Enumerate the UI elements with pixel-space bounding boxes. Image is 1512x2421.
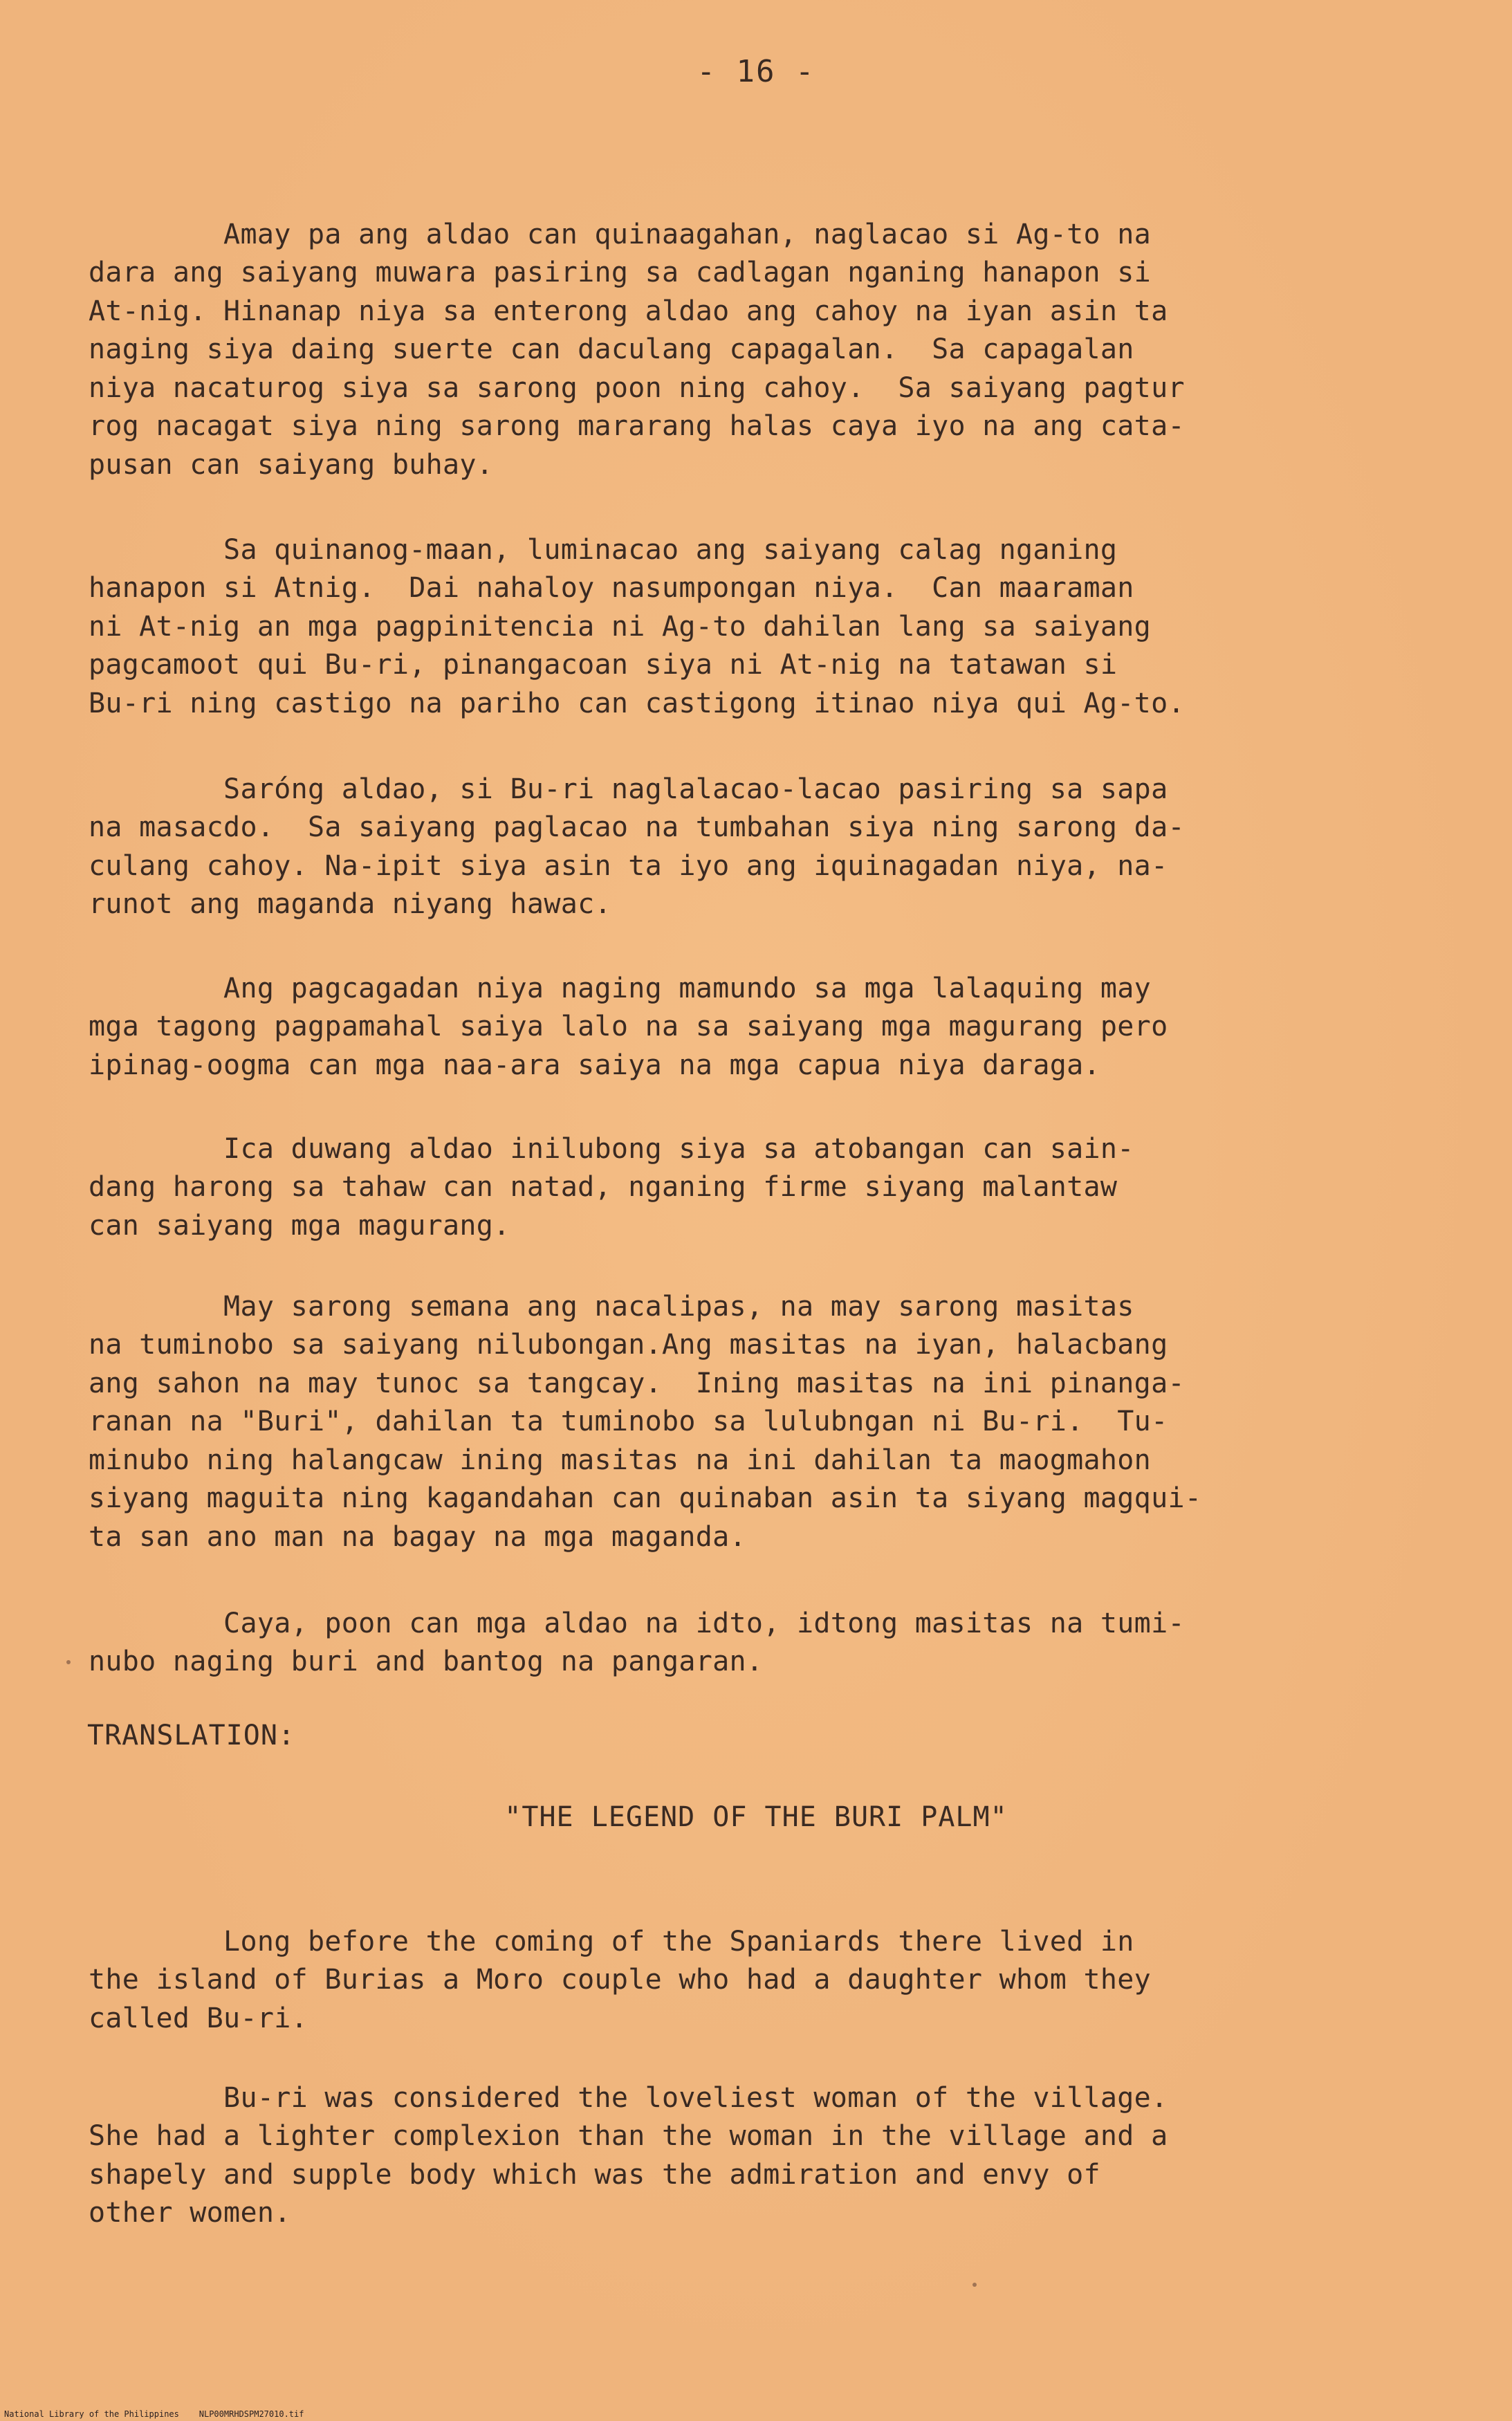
line: rog nacagat siya ning sarong mararang halas caya iyo na ang cata- (89, 410, 1185, 442)
translation-title: "THE LEGEND OF THE BURI PALM" (504, 1801, 1008, 1833)
line: Ang pagcagadan niya naging mamundo sa mga lalaquing may (89, 972, 1152, 1004)
translation-paragraph-2 (89, 2041, 1423, 2233)
line: Bu-ri was considered the loveliest woman of the village. (89, 2081, 1168, 2114)
line: nubo naging buri and bantog na pangaran. (89, 1646, 764, 1677)
paragraph-5 (89, 1092, 1423, 1245)
line: Ica duwang aldao inilubong siya sa atobangan can sain- (89, 1132, 1134, 1165)
line: mga tagong pagpamahal saiya lalo na sa saiyang mga magurang pero (89, 1011, 1168, 1042)
line: called Bu-ri. (89, 2002, 308, 2034)
ink-speck (972, 2283, 977, 2287)
line: She had a lighter complexion than the woman in the village and a (89, 2120, 1168, 2152)
line: Long before the coming of the Spaniards there lived in (89, 1925, 1134, 1958)
archive-footer: National Library of the Philippines NLP00MRHDSPM27010.tif (4, 2409, 304, 2419)
line: ta san ano man na bagay na mga maganda. (89, 1520, 746, 1553)
line: can saiyang mga magurang. (89, 1209, 510, 1242)
line: other women. (89, 2197, 291, 2229)
ink-speck (66, 1660, 71, 1664)
paragraph-2 (89, 493, 1423, 723)
line: ang sahon na may tunoc sa tangcay. Ining masitas na ini pinanga- (89, 1367, 1185, 1399)
line: ranan na "Buri", dahilan ta tuminobo sa lulubngan ni Bu-ri. Tu- (89, 1406, 1168, 1437)
line: ipinag-oogma can mga naa-ara saiya na mga capua niya daraga. (89, 1049, 1100, 1081)
line: runot ang maganda niyang hawac. (89, 888, 611, 920)
line: na masacdo. Sa saiyang paglacao na tumbahan siya ning sarong da- (89, 811, 1185, 843)
line: Caya, poon can mga aldao na idto, idtong masitas na tumi- (89, 1607, 1185, 1639)
line: dang harong sa tahaw can natad, nganing firme siyang malantaw (89, 1171, 1118, 1203)
translation-heading: TRANSLATION: (87, 1720, 295, 1751)
line: Bu-ri ning castigo na pariho can castigong itinao niya qui Ag-to. (89, 687, 1185, 719)
paragraph-1 (89, 177, 1423, 484)
paragraph-4 (89, 931, 1423, 1085)
line: hanapon si Atnig. Dai nahaloy nasumpongan niya. Can maaraman (89, 572, 1134, 604)
line: Sa quinanog-maan, luminacao ang saiyang calag nganing (89, 533, 1118, 566)
line: dara ang saiyang muwara pasiring sa cadlagan nganing hanapon si (89, 257, 1152, 288)
paragraph-7 (89, 1566, 1423, 1682)
line: ni At-nig an mga pagpinitencia ni Ag-to dahilan lang sa saiyang (89, 610, 1152, 643)
line: Amay pa ang aldao can quinaagahan, naglacao si Ag-to na (89, 218, 1152, 250)
page-number: - 16 - (697, 54, 815, 89)
line: naging siya daing suerte can daculang capagalan. Sa capagalan (89, 333, 1134, 365)
line: Saróng aldao, si Bu-ri naglalacao-lacao pasiring sa sapa (89, 773, 1168, 805)
line: pagcamoot qui Bu-ri, pinangacoan siya ni At-nig na tatawan si (89, 649, 1118, 681)
line: May sarong semana ang nacalipas, na may sarong masitas (89, 1290, 1134, 1323)
line: niya nacaturog siya sa sarong poon ning cahoy. Sa saiyang pagtur (89, 371, 1185, 404)
translation-paragraph-1 (89, 1884, 1423, 2038)
line: na tuminobo sa saiyang nilubongan.Ang masitas na iyan, halacbang (89, 1329, 1168, 1361)
line: the island of Burias a Moro couple who had a daughter whom they (89, 1964, 1152, 1996)
line: culang cahoy. Na-ipit siya asin ta iyo ang iquinagadan niya, na- (89, 849, 1168, 882)
paragraph-6 (89, 1249, 1423, 1556)
line: minubo ning halangcaw ining masitas na ini dahilan ta maogmahon (89, 1444, 1152, 1476)
paragraph-3 (89, 732, 1423, 924)
line: pusan can saiyang buhay. (89, 448, 494, 481)
line: At-nig. Hinanap niya sa enterong aldao ang cahoy na iyan asin ta (89, 295, 1168, 327)
line: siyang maguita ning kagandahan can quinaban asin ta siyang magqui- (89, 1482, 1202, 1514)
line: shapely and supple body which was the admiration and envy of (89, 2158, 1100, 2191)
